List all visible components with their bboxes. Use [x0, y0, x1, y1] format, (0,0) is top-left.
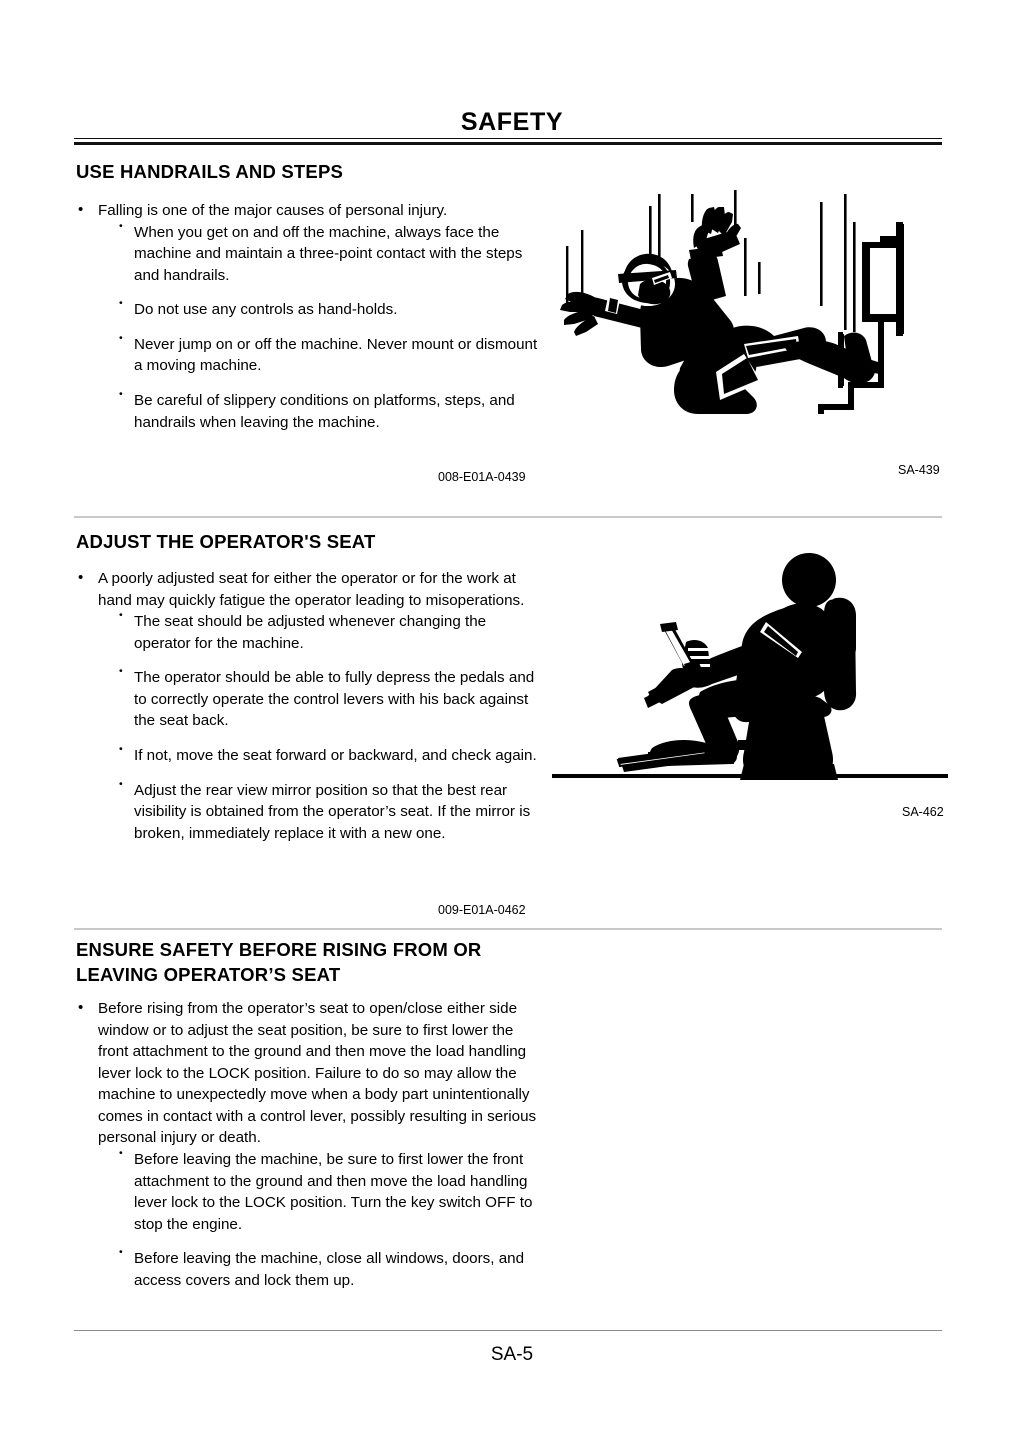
page-title: SAFETY — [460, 108, 564, 136]
list-item — [76, 200, 546, 433]
header-rule-thin — [74, 138, 942, 139]
list-item — [116, 1248, 541, 1291]
list-item — [116, 1149, 541, 1235]
bullet-text: If not, move the seat forward or backward, and check again. — [134, 747, 537, 765]
list-item — [116, 334, 546, 377]
list-item — [76, 568, 546, 844]
list-item — [116, 780, 546, 845]
header-rule-thick — [74, 142, 942, 145]
list-item — [116, 667, 546, 732]
bullet-text: Adjust the rear view mirror position so that the best rear visibility is obtained from the operator’s seat. If the mirror is broken, immediately replace it with a new one. — [134, 781, 531, 842]
reference-code: 008-E01A-0439 — [438, 470, 526, 484]
list-item — [116, 390, 546, 433]
bullet-text: A poorly adjusted seat for either the operator or for the work at hand may quickly fatigue the operator leading to misoperations. — [98, 570, 525, 609]
page-number: SA-5 — [490, 1344, 534, 1365]
list-item — [76, 998, 541, 1292]
section-heading-adjust-the-operators-seat: ADJUST THE OPERATOR'S SEAT — [76, 531, 376, 552]
figure-label: SA-462 — [902, 805, 944, 819]
section-heading-ensure-safety-before-rising: ENSURE SAFETY BEFORE RISING FROM OR LEAVING OPERATOR’S SEAT — [76, 939, 482, 985]
section-divider — [74, 928, 942, 930]
bullet-text: Before leaving the machine, close all windows, doors, and access covers and lock them up. — [134, 1250, 525, 1289]
bullet-text: Before rising from the operator’s seat to open/close either side window or to adjust the seat position, be sure to first lower the front attachment to the ground and then move the load handling lever lock to the LOCK position. Failure to do so may allow the machine to unexpectedly move when a body part unintentionally comes in contact with a control lever, possibly resulting in serious personal injury or death. — [98, 1000, 537, 1147]
footer-divider — [74, 1330, 942, 1331]
operator-seat-adjustment-illustration — [552, 552, 948, 784]
bullet-text: Never jump on or off the machine. Never mount or dismount a moving machine. — [134, 335, 538, 375]
reference-code: 009-E01A-0462 — [438, 903, 526, 917]
bullet-text: The seat should be adjusted whenever changing the operator for the machine. — [134, 613, 487, 652]
section-body-adjust-the-operators-seat — [76, 568, 546, 844]
section-divider — [74, 516, 942, 518]
bullet-text: When you get on and off the machine, always face the machine and maintain a three-point contact with the steps and handrails. — [134, 223, 523, 284]
section-body-use-handrails-and-steps — [76, 200, 546, 433]
list-item — [116, 611, 546, 654]
bullet-text: Falling is one of the major causes of personal injury. — [98, 202, 448, 219]
section-heading-use-handrails-and-steps: USE HANDRAILS AND STEPS — [76, 161, 344, 182]
figure-label: SA-439 — [898, 463, 940, 477]
list-item — [116, 745, 546, 767]
bullet-text: Do not use any controls as hand-holds. — [134, 301, 398, 319]
list-item — [116, 222, 546, 287]
list-item — [116, 299, 546, 321]
falling-from-steps-illustration — [548, 186, 948, 414]
section-body-ensure-safety-before-rising — [76, 998, 541, 1292]
bullet-text: Be careful of slippery conditions on platforms, steps, and handrails when leaving the machine. — [134, 392, 515, 431]
bullet-text: The operator should be able to fully depress the pedals and to correctly operate the control levers with his back against the seat back. — [134, 669, 535, 730]
bullet-text: Before leaving the machine, be sure to first lower the front attachment to the ground and then move the load handling lever lock to the LOCK position. Turn the key switch OFF to stop the engine. — [134, 1151, 533, 1233]
